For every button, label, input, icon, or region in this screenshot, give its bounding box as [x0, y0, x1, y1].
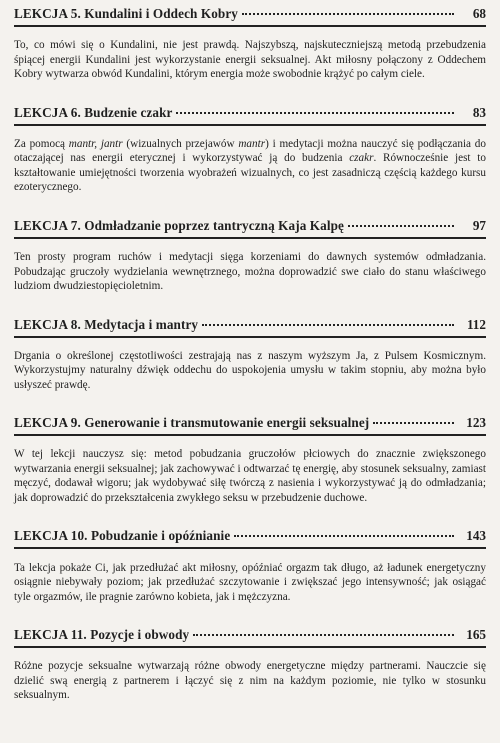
lesson-description: [14, 137, 486, 195]
lesson-description: W tej lekcji nauczysz się: metod pobudzania gruczołów płciowych do znacznie zwiększonego wytwarzania energii seksualnej; jak zachowywać i odtwarzać tę energię, aby stosunek seksualny, zamiast męczyć, dodawał wigoru; jak wydobywać siłę twórczą z nasienia i wykorzystywać ją do odmładzania; jak doprowadzić do przekształcenia zwykłego seksu w przebudzenie duchowe.: [14, 448, 486, 504]
text-run: mantr: [238, 137, 266, 150]
page-number: 165: [466, 627, 486, 643]
text-run: ) i medytacji można nauczyć się podłączania do otaczającej nas energii eterycznej i wykorzystywać ją do budzenia: [14, 137, 486, 165]
page-number: 68: [472, 6, 486, 21]
divider: [14, 336, 486, 338]
lesson-6: [14, 105, 486, 195]
lesson-title: LEKCJA 5. Kundalini i Oddech Kobry: [14, 6, 238, 21]
lesson-header: [14, 105, 486, 121]
page-number: 143: [466, 528, 486, 544]
lesson-header: [14, 6, 486, 22]
dot-leader: [193, 634, 454, 636]
lesson-description: Różne pozycje seksualne wytwarzają różne obwody energetyczne między partnerami. Nauczcie się dzielić swą energią z partnerem i łączyć się z nim na każdym poziomie, nie tylko w stosunku seksualnym.: [14, 660, 486, 702]
page-number: 112: [466, 316, 486, 332]
page-number: 97: [472, 217, 486, 233]
lesson-title: LEKCJA 8. Medytacja i mantry: [14, 316, 199, 332]
page-number: 123: [466, 415, 486, 431]
dot-leader: [234, 535, 454, 537]
dot-leader: [348, 225, 454, 227]
lesson-9: [14, 415, 486, 505]
divider: [14, 434, 486, 436]
lesson-header: [14, 528, 486, 544]
lesson-title: LEKCJA 11. Pozycje i obwody: [14, 627, 190, 643]
lesson-10: [14, 528, 486, 604]
dot-leader: [373, 422, 454, 424]
lesson-title: LEKCJA 9. Generowanie i transmutowanie energii seksualnej: [14, 415, 370, 431]
text-run: (wizualnych przejawów: [122, 137, 239, 150]
lesson-5: [14, 6, 486, 82]
text-run: czakr: [349, 152, 374, 165]
text-run: mantr, jantr: [68, 137, 123, 150]
divider: [14, 646, 486, 648]
lesson-header: [14, 627, 486, 643]
lesson-title: LEKCJA 7. Odmładzanie poprzez tantryczną Kaja Kalpę: [14, 217, 345, 233]
lesson-header: [14, 317, 486, 333]
dot-leader: [176, 112, 454, 114]
text-run: . Równocześnie jest to kształtowanie umiejętności tworzenia wyobrażeń wizualnych, co jest zasadniczą częścią każdego kursu ezoterycznego.: [14, 152, 486, 194]
divider: [14, 237, 486, 239]
lesson-title: LEKCJA 10. Pobudzanie i opóźnianie: [14, 528, 231, 544]
text-run: Za pomocą: [14, 137, 69, 150]
dot-leader: [242, 13, 454, 15]
divider: [14, 124, 486, 126]
lesson-11: [14, 627, 486, 703]
lesson-header: [14, 415, 486, 431]
lesson-description: Ta lekcja pokaże Ci, jak przedłużać akt miłosny, opóźniać orgazm tak długo, aż ładunek energetyczny osiągnie niebywały poziom; jak przedłużać szczytowanie i zwiększać jego intensywność; jak osiągać tyle orgazmów, ile pragnie zarówno kobieta, jak i mężczyzna.: [14, 561, 486, 603]
lesson-description: To, co mówi się o Kundalini, nie jest prawdą. Najszybszą, najskuteczniejszą metodą przebudzenia śpiącej energii Kundalini jest wykorzystanie energii seksualnej. Akt miłosny połączony z Oddechem Kobry wytwarza obwód Kundalini, którym energia może swobodnie krążyć po całym ciele.: [14, 39, 486, 81]
lesson-header: [14, 218, 486, 234]
lesson-description: Drgania o określonej częstotliwości zestrajają nas z naszym wyższym Ja, z Pulsem Kosmicznym. Wykorzystujmy naturalny dźwięk oddechu do uspokojenia umysłu w takim stopniu, aby można było usłyszeć prawdę.: [14, 349, 486, 391]
lesson-8: [14, 317, 486, 393]
lesson-title: LEKCJA 6. Budzenie czakr: [14, 104, 173, 120]
divider: [14, 25, 486, 27]
dot-leader: [202, 324, 454, 326]
lesson-7: [14, 218, 486, 294]
lesson-description: Ten prosty program ruchów i medytacji sięga korzeniami do dawnych systemów odmładzania. Pobudzając gruczoły wydzielania wewnętrznego, można doprowadzić swe ciało do stanu właściwego ludziom dwudziestopięcioletnim.: [14, 251, 486, 293]
page-number: 83: [472, 104, 486, 120]
divider: [14, 547, 486, 549]
